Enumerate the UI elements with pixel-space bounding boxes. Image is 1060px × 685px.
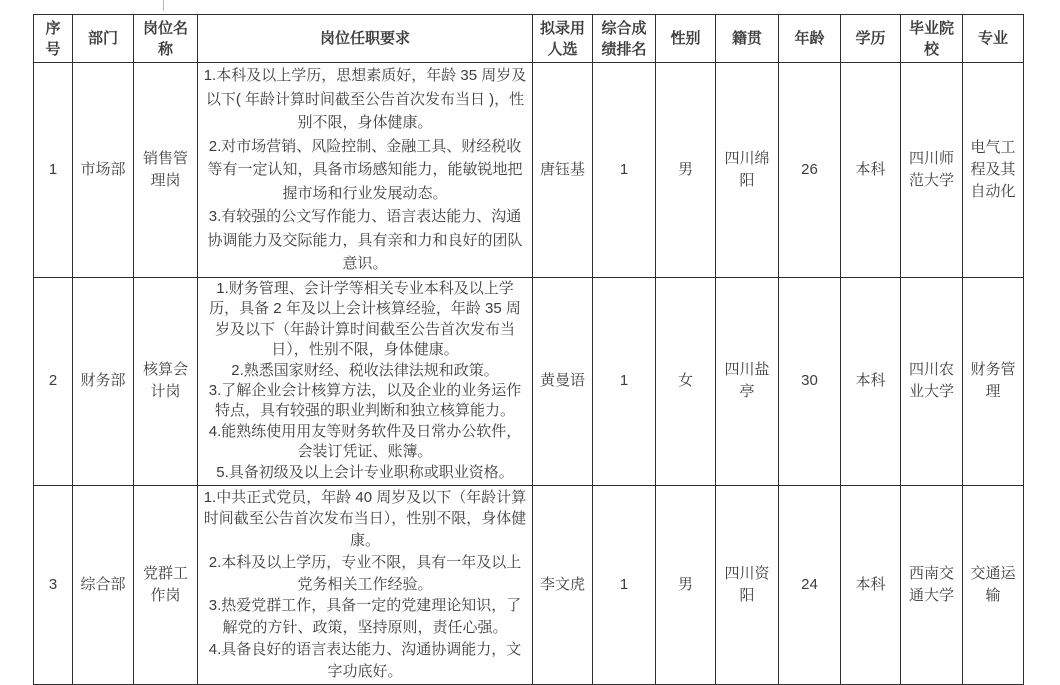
cell-requirements xyxy=(198,485,533,684)
cell-position: 党群工作岗 xyxy=(134,485,198,684)
cell-gender: 男 xyxy=(656,63,716,278)
column-header-major: 专业 xyxy=(963,15,1024,63)
cell-education: 本科 xyxy=(841,63,901,278)
cell-requirements xyxy=(198,277,533,485)
requirement-item: 2.对市场营销、风险控制、金融工具、财经税收等有一定认知，具备市场感知能力，能敏锐地把握市场和行业发展动态。 xyxy=(207,137,523,202)
requirement-item: 1.本科及以上学历，思想素质好，年龄 35 周岁及以下( 年龄计算时间截至公告首次发布当日 )，性别不限，身体健康。 xyxy=(203,67,527,131)
column-header-gender: 性别 xyxy=(656,15,716,63)
requirement-item: 4.能熟练使用用友等财务软件及日常办公软件，会装订凭证、账簿。 xyxy=(208,422,522,461)
artifact-line xyxy=(163,0,164,11)
cell-hometown: 四川盐亭 xyxy=(716,277,779,485)
cell-candidate: 李文虎 xyxy=(533,485,593,684)
cell-gender: 女 xyxy=(656,277,716,485)
requirement-item: 1.中共正式党员，年龄 40 周岁及以下（年龄计算时间截至公告首次发布当日），性别不限，身体健康。 xyxy=(203,488,527,550)
column-header-candidate: 拟录用人选 xyxy=(533,15,593,63)
table-row xyxy=(34,63,1024,278)
cell-age: 30 xyxy=(779,277,841,485)
cell-seq: 2 xyxy=(34,277,73,485)
cell-hometown: 四川资阳 xyxy=(716,485,779,684)
cell-department: 财务部 xyxy=(73,277,134,485)
cell-candidate: 黄曼语 xyxy=(533,277,593,485)
column-header-seq: 序号 xyxy=(34,15,73,63)
requirement-item: 5.具备初级及以上会计专业职称或职业资格。 xyxy=(216,463,514,481)
cell-seq: 1 xyxy=(34,63,73,278)
column-header-rank: 综合成绩排名 xyxy=(593,15,656,63)
cell-rank: 1 xyxy=(593,485,656,684)
table-row xyxy=(34,485,1024,684)
column-header-requirements: 岗位任职要求 xyxy=(198,15,533,63)
requirement-item: 2.熟悉国家财经、税收法律法规和政策。 xyxy=(231,361,499,379)
cell-school: 西南交通大学 xyxy=(901,485,963,684)
cell-age: 26 xyxy=(779,63,841,278)
cell-candidate: 唐钰基 xyxy=(533,63,593,278)
cell-rank: 1 xyxy=(593,63,656,278)
column-header-school: 毕业院校 xyxy=(901,15,963,63)
cell-department: 综合部 xyxy=(73,485,134,684)
requirement-item: 1.财务管理、会计学等相关专业本科及以上学历，具备 2 年及以上会计核算经验，年龄 35 周岁及以下（年龄计算时间截至公告首次发布当日），性别不限，身体健康。 xyxy=(209,279,521,359)
cell-school: 四川农业大学 xyxy=(901,277,963,485)
recruitment-table xyxy=(33,14,1024,685)
cell-requirements xyxy=(198,63,533,278)
cell-education: 本科 xyxy=(841,277,901,485)
table-row xyxy=(34,277,1024,485)
requirement-item: 3.了解企业会计核算方法，以及企业的业务运作特点，具有较强的职业判断和独立核算能力。 xyxy=(208,382,522,420)
cell-education: 本科 xyxy=(841,485,901,684)
cell-position: 核算会计岗 xyxy=(134,277,198,485)
cell-school: 四川师范大学 xyxy=(901,63,963,278)
column-header-position: 岗位名称 xyxy=(134,15,198,63)
header-row xyxy=(34,15,1024,63)
cell-position: 销售管理岗 xyxy=(134,63,198,278)
requirement-item: 3.热爱党群工作，具备一定的党建理论知识，了解党的方针、政策，坚持原则，责任心强。 xyxy=(208,597,522,637)
cell-department: 市场部 xyxy=(73,63,134,278)
cell-major: 财务管理 xyxy=(963,277,1024,485)
column-header-hometown: 籍贯 xyxy=(716,15,779,63)
cell-gender: 男 xyxy=(656,485,716,684)
requirement-item: 3.有较强的公文写作能力、语言表达能力、沟通协调能力及交际能力，具有亲和力和良好的团队意识。 xyxy=(207,208,523,272)
cell-rank: 1 xyxy=(593,277,656,485)
cell-hometown: 四川绵阳 xyxy=(716,63,779,278)
cell-major: 交通运输 xyxy=(963,485,1024,684)
cell-seq: 3 xyxy=(34,485,73,684)
column-header-education: 学历 xyxy=(841,15,901,63)
requirement-item: 2.本科及以上学历，专业不限，具有一年及以上党务相关工作经验。 xyxy=(208,553,522,593)
column-header-age: 年龄 xyxy=(779,15,841,63)
cell-major: 电气工程及其自动化 xyxy=(963,63,1024,278)
requirement-item: 4.具备良好的语言表达能力、沟通协调能力，文字功底好。 xyxy=(208,641,522,680)
cell-age: 24 xyxy=(779,485,841,684)
column-header-department: 部门 xyxy=(73,15,134,63)
